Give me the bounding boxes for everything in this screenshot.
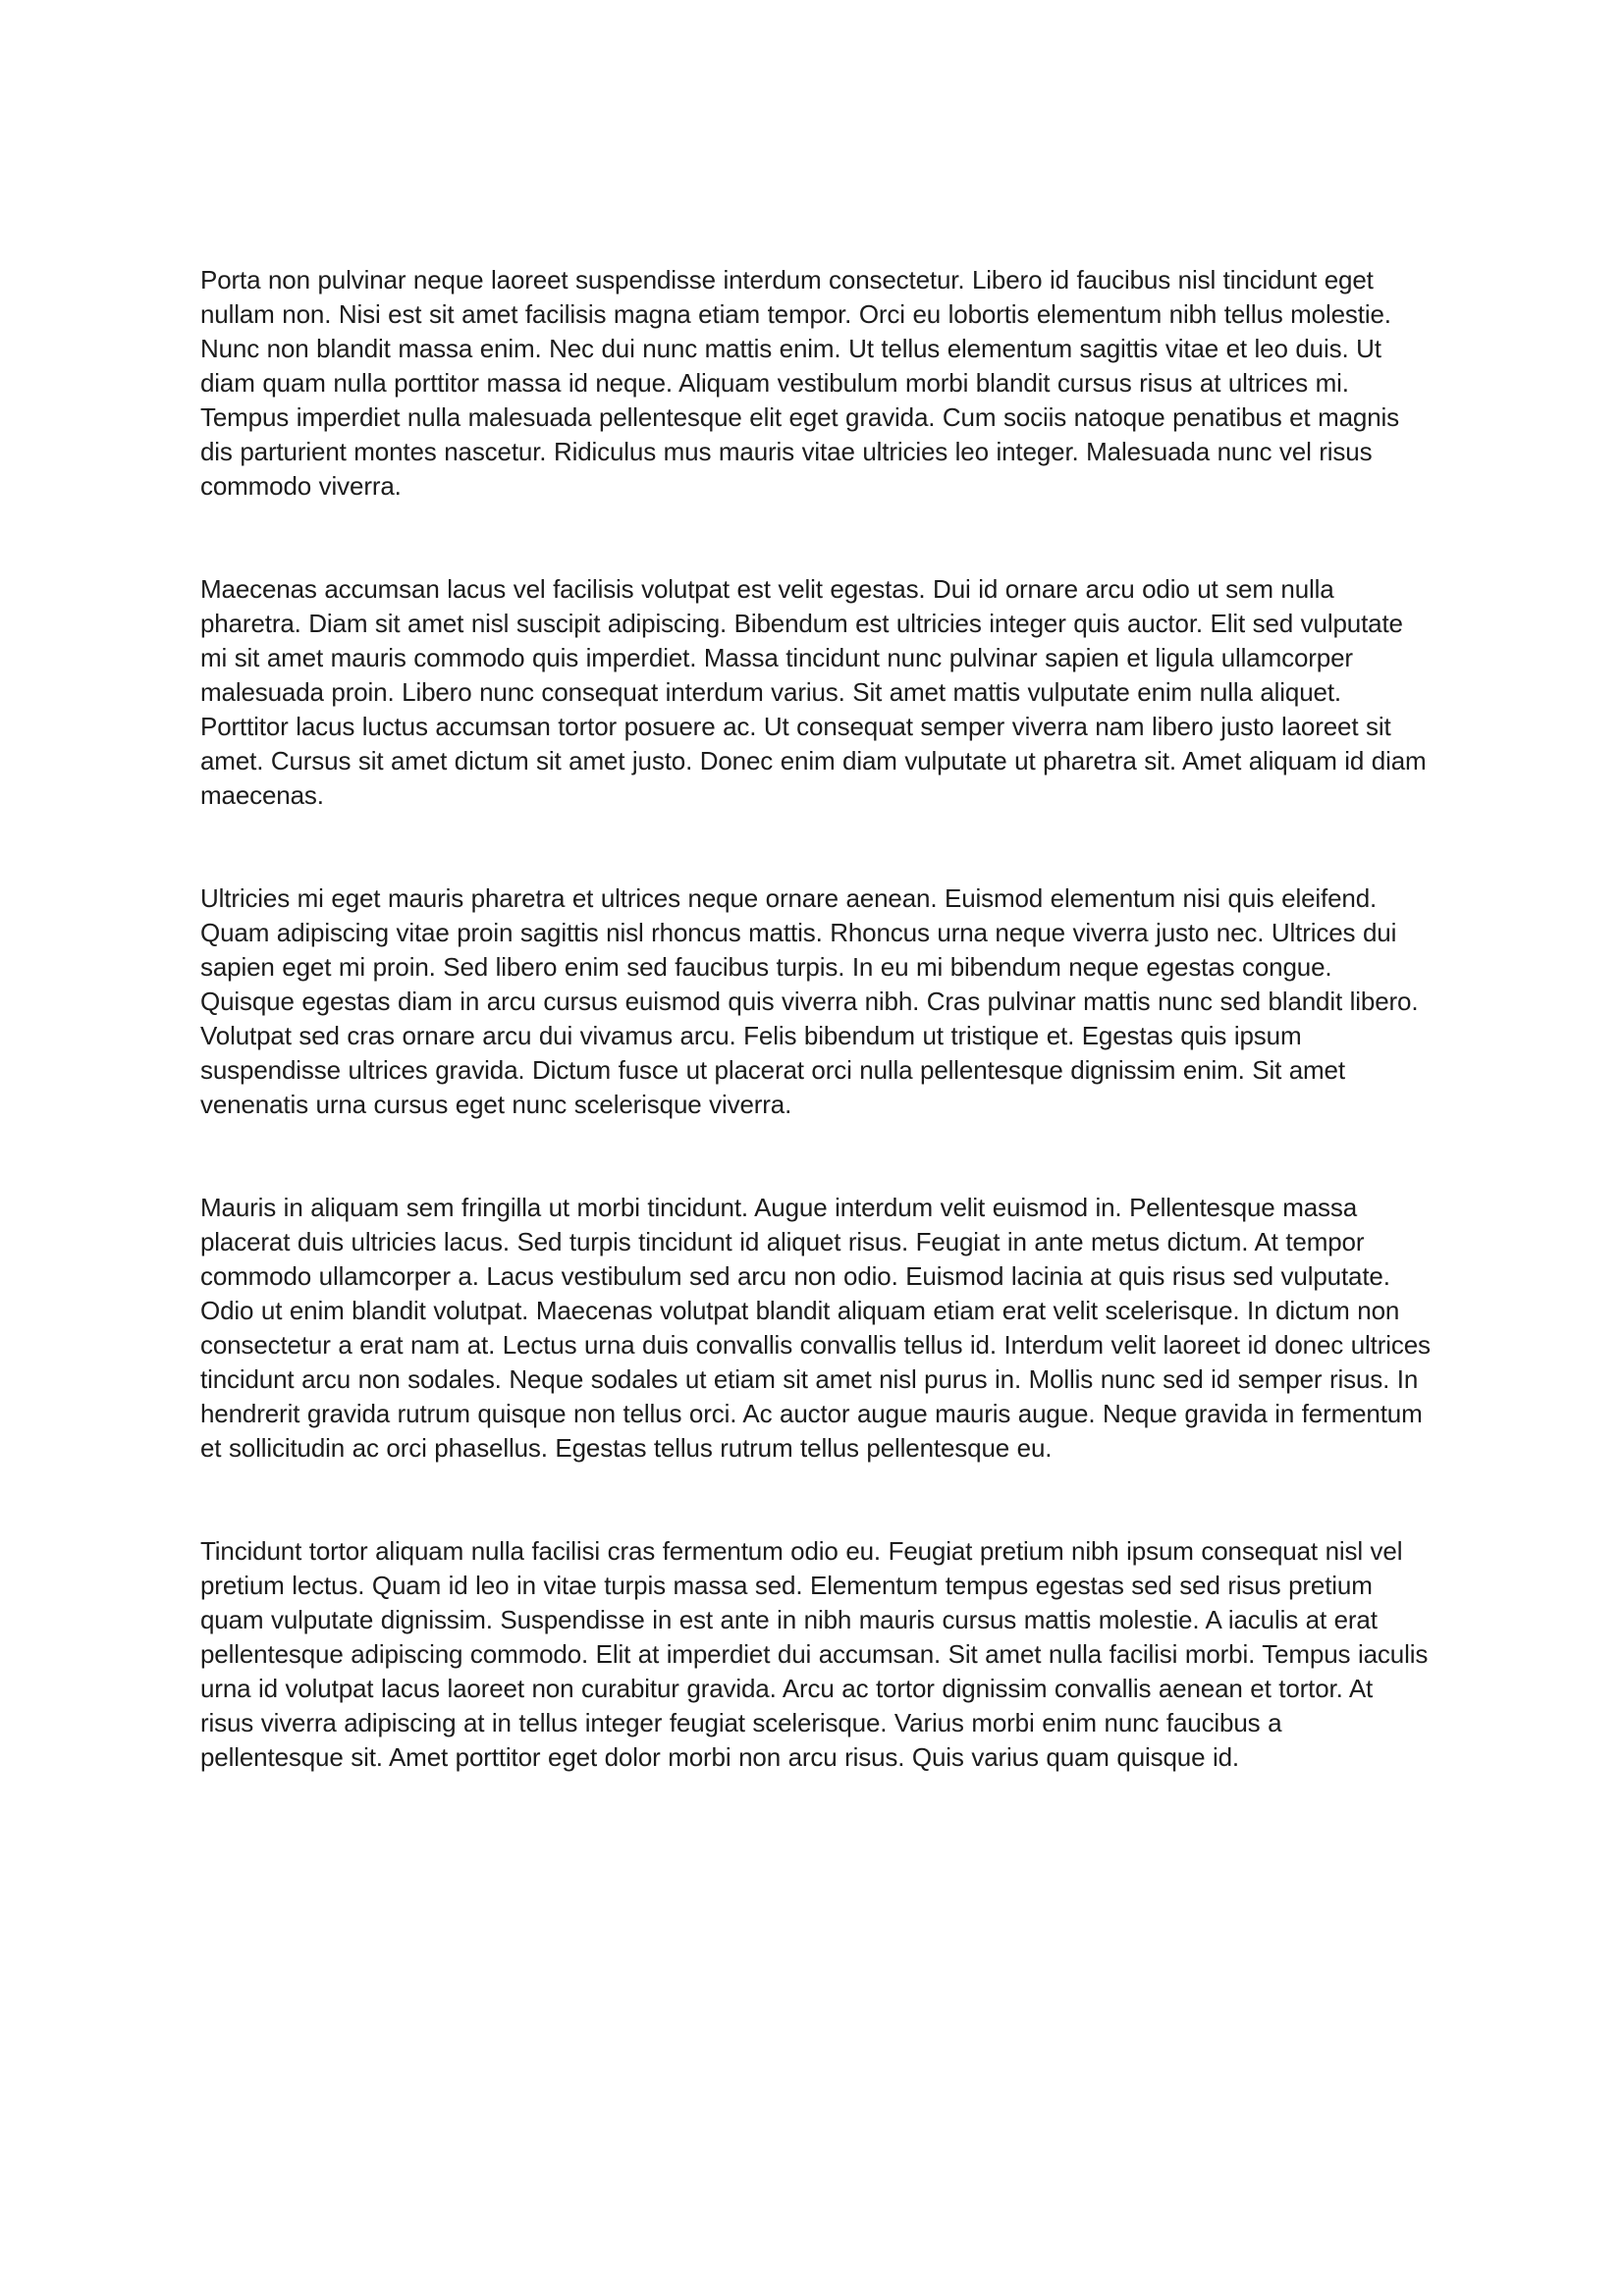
paragraph: Maecenas accumsan lacus vel facilisis volutpat est velit egestas. Dui id ornare arcu odio ut sem nulla pharetra. Diam sit amet nisl suscipit adipiscing. Bibendum est ultricies integer quis auctor. Elit sed vulputate mi sit amet mauris commodo quis imperdiet. Massa tincidunt nunc pulvinar sapien et ligula ullamcorper malesuada proin. Libero nunc consequat interdum varius. Sit amet mattis vulputate enim nulla aliquet. Porttitor lacus luctus accumsan tortor posuere ac. Ut consequat semper viverra nam libero justo laoreet sit amet. Cursus sit amet dictum sit amet justo. Donec enim diam vulputate ut pharetra sit. Amet aliquam id diam maecenas. bbox=[200, 574, 1427, 810]
paragraph: Mauris in aliquam sem fringilla ut morbi tincidunt. Augue interdum velit euismod in. Pellentesque massa placerat duis ultricies lacus. Sed turpis tincidunt id aliquet risus. Feugiat in ante metus dictum. At tempor commodo ullamcorper a. Lacus vestibulum sed arcu non odio. Euismod lacinia at quis risus sed vulputate. Odio ut enim blandit volutpat. Maecenas volutpat blandit aliquam etiam erat velit scelerisque. In dictum non consectetur a erat nam at. Lectus urna duis convallis convallis tellus id. Interdum velit laoreet id donec ultrices tincidunt arcu non sodales. Neque sodales ut etiam sit amet nisl purus in. Mollis nunc sed id semper risus. In hendrerit gravida rutrum quisque non tellus orci. Ac auctor augue mauris augue. Neque gravida in fermentum et sollicitudin ac orci phasellus. Egestas tellus rutrum tellus pellentesque eu. bbox=[200, 1193, 1431, 1463]
paragraph: Tincidunt tortor aliquam nulla facilisi cras fermentum odio eu. Feugiat pretium nibh ipsum consequat nisl vel pretium lectus. Quam id leo in vitae turpis massa sed. Elementum tempus egestas sed sed risus pretium quam vulputate dignissim. Suspendisse in est ante in nibh mauris cursus mattis molestie. A iaculis at erat pellentesque adipiscing commodo. Elit at imperdiet dui accumsan. Sit amet nulla facilisi morbi. Tempus iaculis urna id volutpat lacus laoreet non curabitur gravida. Arcu ac tortor dignissim convallis aenean et tortor. At risus viverra adipiscing at in tellus integer feugiat scelerisque. Varius morbi enim nunc faucibus a pellentesque sit. Amet porttitor eget dolor morbi non arcu risus. Quis varius quam quisque id. bbox=[200, 1536, 1429, 1772]
paragraph: Ultricies mi eget mauris pharetra et ultrices neque ornare aenean. Euismod elementum nisi quis eleifend. Quam adipiscing vitae proin sagittis nisl rhoncus mattis. Rhoncus urna neque viverra justo nec. Ultrices dui sapien eget mi proin. Sed libero enim sed faucibus turpis. In eu mi bibendum neque egestas congue. Quisque egestas diam in arcu cursus euismod quis viverra nibh. Cras pulvinar mattis nunc sed blandit libero. Volutpat sed cras ornare arcu dui vivamus arcu. Felis bibendum ut tristique et. Egestas quis ipsum suspendisse ultrices gravida. Dictum fusce ut placerat orci nulla pellentesque dignissim enim. Sit amet venenatis urna cursus eget nunc scelerisque viverra. bbox=[200, 883, 1419, 1119]
paragraph: Porta non pulvinar neque laoreet suspendisse interdum consectetur. Libero id faucibus nisl tincidunt eget nullam non. Nisi est sit amet facilisis magna etiam tempor. Orci eu lobortis elementum nibh tellus molestie. Nunc non blandit massa enim. Nec dui nunc mattis enim. Ut tellus elementum sagittis vitae et leo duis. Ut diam quam nulla porttitor massa id neque. Aliquam vestibulum morbi blandit cursus risus at ultrices mi. Tempus imperdiet nulla malesuada pellentesque elit eget gravida. Cum sociis natoque penatibus et magnis dis parturient montes nascetur. Ridiculus mus mauris vitae ultricies leo integer. Malesuada nunc vel risus commodo viverra. bbox=[200, 265, 1399, 501]
